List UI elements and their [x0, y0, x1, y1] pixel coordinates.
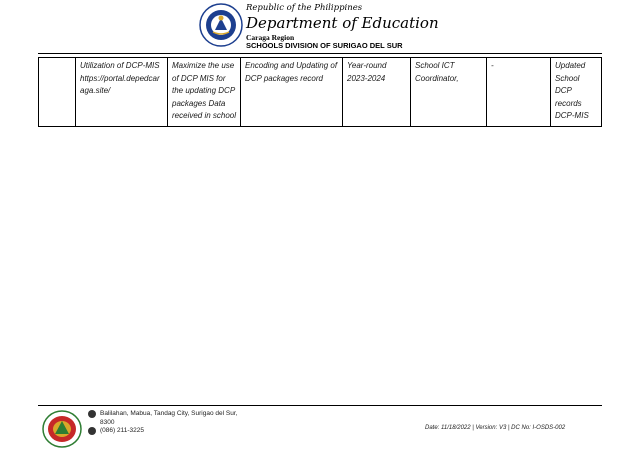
table-cell-budget: - — [487, 58, 551, 127]
address-text: Balilahan, Mabua, Tandag City, Surigao del Sur, 8300 — [100, 410, 238, 426]
document-info: Date: 11/18/2022 | Version: V3 | DC No: I-OSDS-002 — [425, 425, 566, 431]
footer-contact — [88, 410, 250, 436]
phone-row — [88, 427, 250, 436]
dcp-plan-table — [38, 57, 602, 127]
phone-text: (086) 211-3225 — [100, 427, 144, 434]
phone-icon — [88, 427, 96, 435]
footer-divider — [38, 405, 602, 406]
table-cell-strategy: Encoding and Updating of DCP packages record — [241, 58, 343, 127]
deped-seal-icon — [199, 3, 243, 47]
table-cell — [39, 58, 76, 127]
header-region: Caraga Region — [246, 33, 295, 42]
table-cell-objective: Maximize the use of DCP MIS for the updating DCP packages Data received in school — [168, 58, 241, 127]
header-republic: Republic of the Philippines — [246, 3, 363, 13]
table-cell-person-responsible: School ICT Coordinator, — [411, 58, 487, 127]
address-row — [88, 410, 250, 427]
table-cell-timeframe: Year-round 2023-2024 — [343, 58, 411, 127]
header-divider — [38, 53, 602, 54]
division-seal-icon — [42, 410, 82, 448]
location-icon — [88, 410, 96, 418]
table-row — [39, 58, 602, 127]
table-cell-activity: Utilization of DCP-MIS https://portal.depedcaraga.site/ — [76, 58, 168, 127]
header-department: Department of Education — [246, 14, 439, 32]
header-division: SCHOOLS DIVISION OF SURIGAO DEL SUR — [246, 41, 403, 50]
table-cell-output: Updated School DCP records DCP-MIS — [551, 58, 602, 127]
